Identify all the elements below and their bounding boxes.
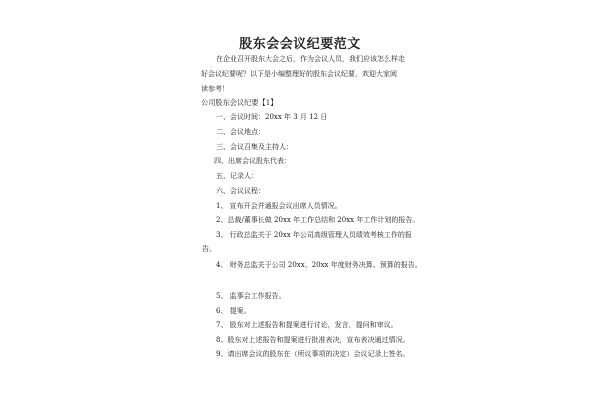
agenda-item-5: 5、 监事会工作报告。 (216, 292, 286, 300)
agenda-item-2: 2、总裁/董事长做 20xx 年工作总结和 20xx 年工作计划的报告。 (216, 216, 420, 224)
section-heading: 公司股东会议纪要【1】 (201, 98, 278, 107)
document-title: 股东会会议纪要范文 (239, 37, 361, 52)
section-agenda: 六、会议议程： (216, 187, 265, 195)
agenda-item-9: 9、请出席会议的股东在（所议事项的决定）会议记录上签名。 (216, 350, 410, 358)
agenda-item-4: 4、 财务总监关于公司 20xx、20xx 年度财务决算、预算的报告。 (216, 261, 422, 269)
agenda-item-8: 8、股东对上述报告和提案进行批准表决，宣布表决通过情况。 (216, 336, 410, 344)
agenda-item-3-continuation: 告。 (202, 245, 216, 253)
section-shareholder-representatives: 四、出席会议股东代表： (214, 157, 291, 165)
intro-line-3: 读参考！ (201, 85, 229, 93)
section-recorder: 五、记录人： (216, 172, 258, 180)
section-meeting-time: 一、会议时间：20xx 年 3 月 12 日 (216, 113, 328, 121)
section-convener-host: 三、会议召集及主持人： (216, 143, 293, 151)
intro-line-2: 好会议纪要呢？以下是小编整理好的股东会议纪要，欢迎大家阅 (201, 70, 397, 78)
section-meeting-location: 二、会议地点： (216, 128, 265, 136)
agenda-item-7: 7、 股东对上述报告和提案进行讨论，发言，提问和审议。 (216, 321, 398, 329)
agenda-item-6: 6、 提案。 (216, 307, 251, 315)
agenda-item-1: 1、 宣布开会并通报会议出席人员情况。 (216, 202, 342, 210)
intro-line-1: 在企业召开股东大会之后，作为会议人员，我们应该怎么样走 (216, 55, 405, 63)
agenda-item-3: 3、 行政总监关于 20xx 年公司高级管理人员绩效考核工作的报 (216, 231, 412, 239)
